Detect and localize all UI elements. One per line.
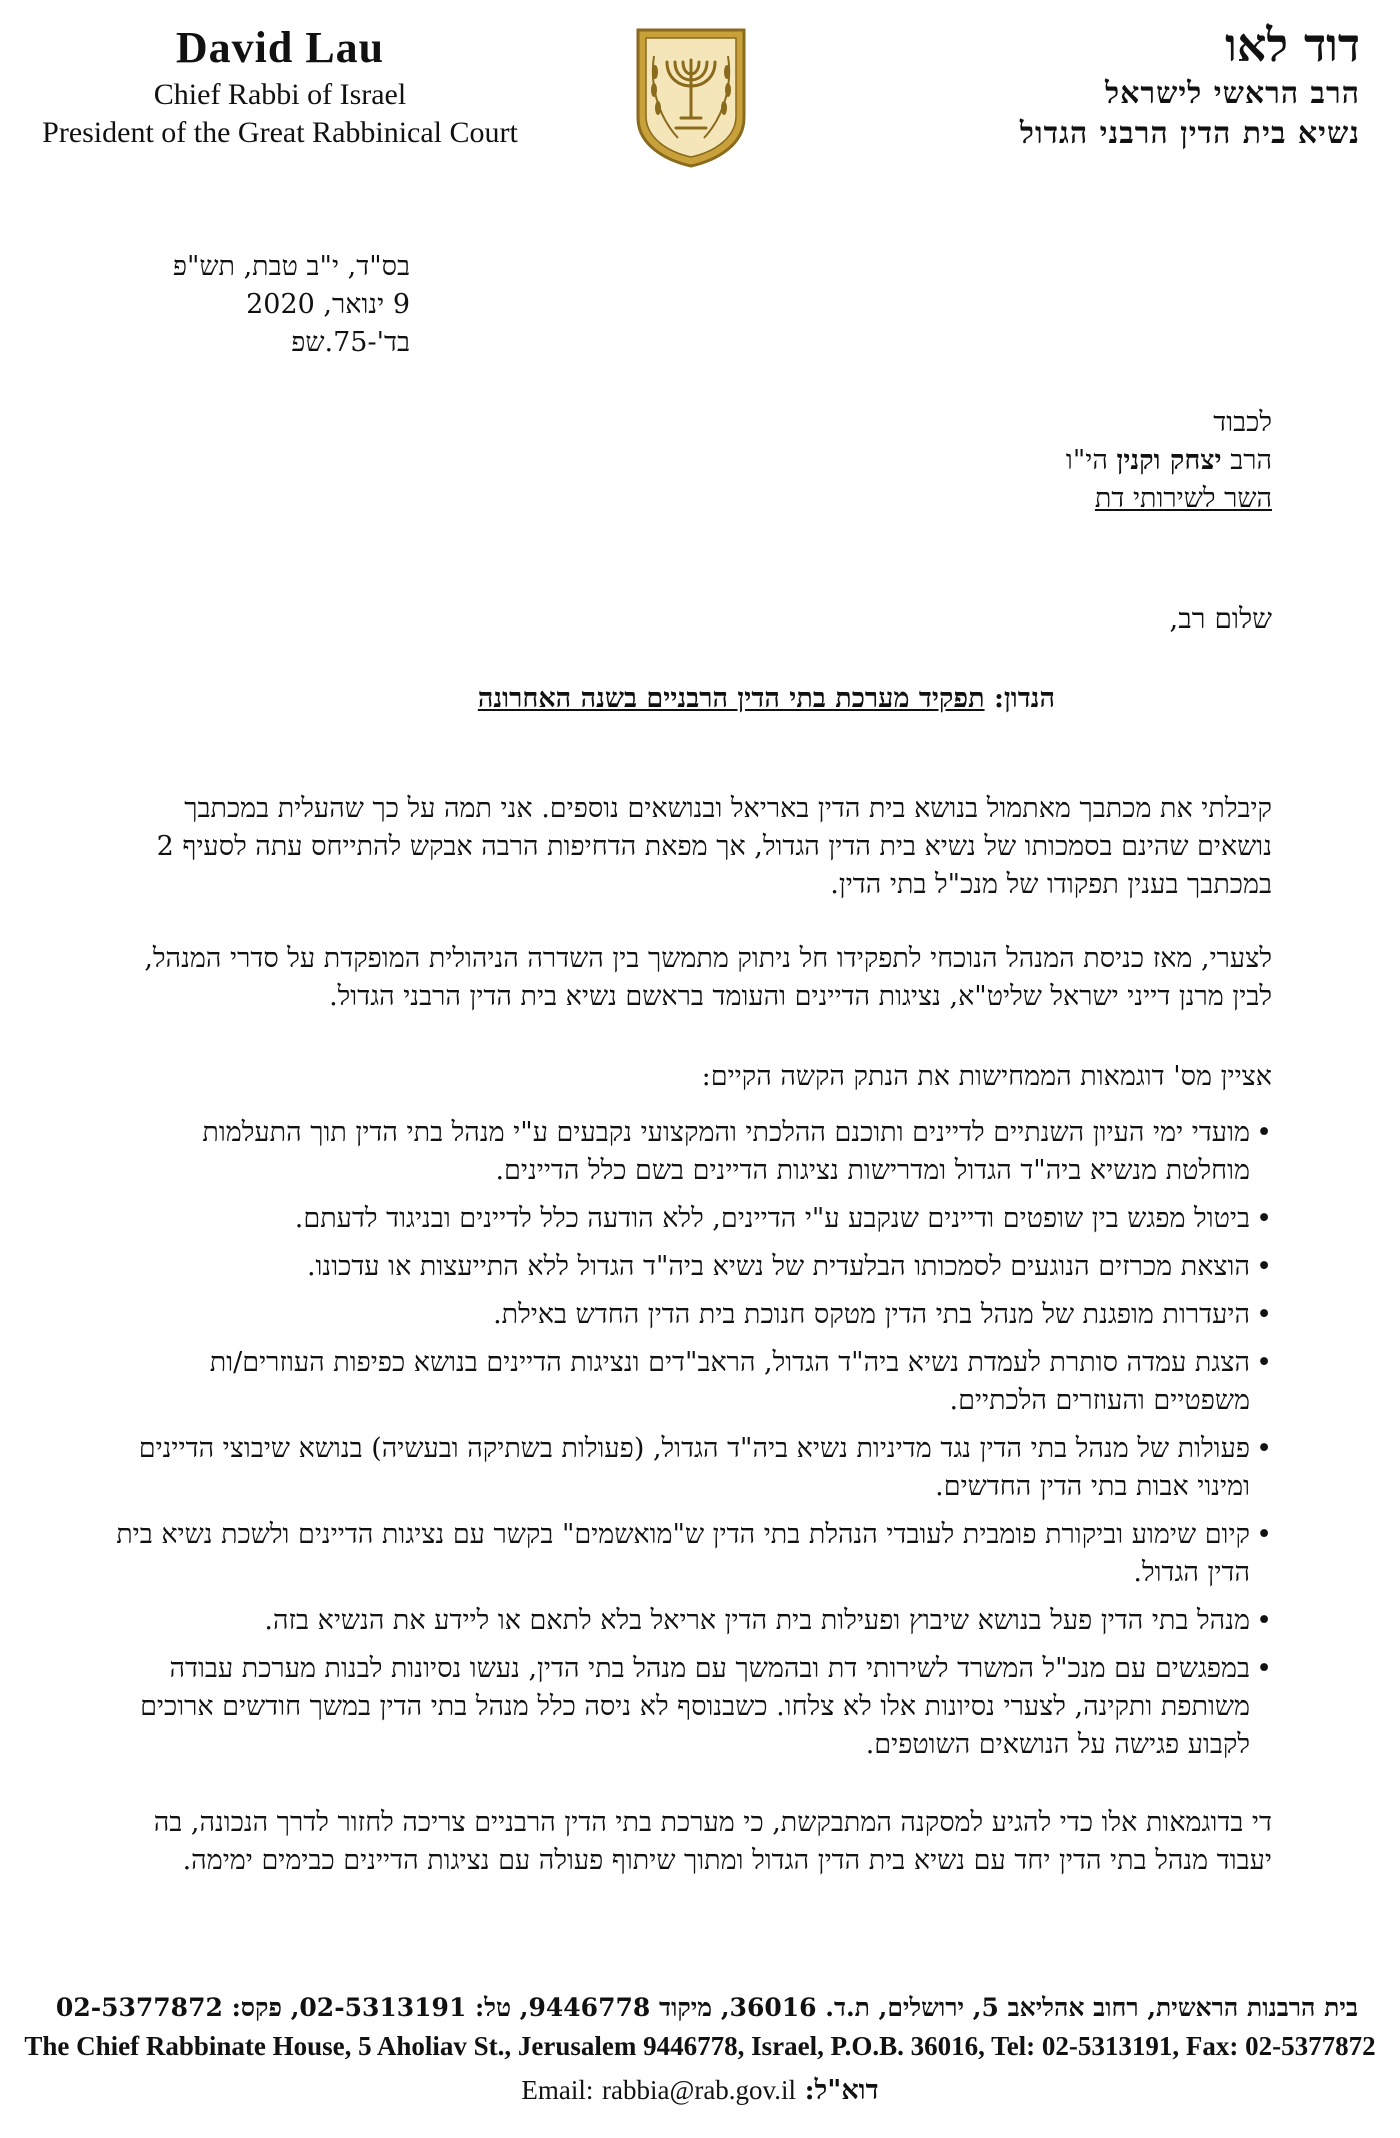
subject-line [155,680,1055,718]
body-paragraph-3: אציין מס' דוגמאות הממחישות את הנתק הקשה הקיים: [701,1061,1272,1092]
bullet-icon: • [1256,1347,1272,1378]
bullet-icon: • [1256,1605,1272,1636]
sender-name-he: דוד לאו [1225,18,1360,72]
state-emblem-icon [628,22,754,168]
list-item: • מנהל בתי הדין פעל בנושא שיבוץ ופעילות בית הדין אריאל בלא לתאם או ליידע את הנשיא בזה. [112,1602,1272,1640]
bullet-icon: • [1256,1251,1272,1282]
addressee-name: יצחק וקנין [1116,445,1222,476]
footer-address-en: The Chief Rabbinate House, 5 Aholiav St., Jerusalem 9446778, Israel, P.O.B. 36016, Tel: 02-5313191, Fax: 02-5377872 [24,2031,1376,2061]
bullet-icon: • [1256,1433,1272,1464]
bullet-icon: • [1256,1519,1272,1550]
greeting: שלום רב, [1169,602,1272,635]
date-block [90,248,410,362]
sender-court-he: נשיא בית הדין הרבני הגדול [1019,116,1360,151]
addressee-prefix: הרב [1230,445,1272,476]
footer-address-he: בית הרבנות הראשית, רחוב אהליאב 5, ירושלים, ת.ד. 36016, מיקוד 9446778, טל: 02-5313191, פקס: 02-5377872 [55,1993,1358,2022]
gregorian-date: 9 ינואר, 2020 [246,289,410,320]
email-label-en: Email: [521,2075,594,2105]
hebrew-date: בס"ד, י"ב טבת, תש"פ [172,251,410,282]
body-paragraph-1: קיבלתי את מכתבך מאתמול בנושא בית הדין באריאל ובנושאים נוספים. אני תמה על כך שהעלית במכתבך נושאים שהינם בסמכותו של נשיא בית הדין הגדול, אך מפאת הדחיפות הרבה אבקש להתייחס עתה לסעיף 2 במכתבך בענין תפקודו של מנכ"ל בתי הדין. [156,793,1272,900]
bullet-icon: • [1256,1299,1272,1330]
body-paragraph-2: לצערי, מאז כניסת המנהל הנוכחי לתפקידו חל ניתוק מתמשך בין השדרה הניהולית המופקדת על סדרי המנהל, לבין מרנן דייני ישראל שליט"א, נציגות הדיינים והעומד בראשם נשיא בית הדין הרבני הגדול. [144,943,1272,1012]
list-item: • קיום שימוע וביקורת פומבית לעובדי הנהלת בתי הדין ש"מואשמים" בקשר עם נציגות הדיינים ולשכת נשיא בית הדין הגדול. [112,1516,1272,1592]
letterhead-english [0,20,560,152]
list-item: • הצגת עמדה סותרת לעמדת נשיא ביה"ד הגדול, הראב"דים ונציגות הדיינים בנושא כפיפות העוזרים/ות משפטיים והעוזרים הלכתיים. [112,1344,1272,1420]
sender-name-en: David Lau [175,23,385,72]
addressee-salutation: לכבוד [1213,407,1272,438]
email-label-he: דוא"ל: [804,2075,879,2106]
bullet-icon: • [1256,1653,1272,1684]
addressee-block [672,404,1272,518]
examples-list [112,1114,1272,1774]
list-item: • היעדרות מופגנת של מנהל בתי הדין מטקס חנוכת בית הדין החדש באילת. [112,1296,1272,1334]
reference-number: בד'-75.שפ [291,327,410,358]
letterhead-hebrew [840,16,1360,154]
email-address[interactable]: rabbia@rab.gov.il [602,2075,797,2105]
addressee-role: השר לשירותי דת [1094,483,1272,514]
addressee-suffix: הי"ו [1065,445,1108,476]
addressee-line [672,442,1272,480]
subject-text: תפקיד מערכת בתי הדין הרבניים בשנה האחרונה [477,683,985,714]
list-item: • ביטול מפגש בין שופטים ודיינים שנקבע ע"י הדיינים, ללא הודעה כלל לדיינים ובניגוד לדעתם. [112,1200,1272,1238]
bullet-icon: • [1256,1117,1272,1148]
footer-email-line [0,2072,1400,2109]
list-item: • במפגשים עם מנכ"ל המשרד לשירותי דת ובהמשך עם מנהל בתי הדין, נעשו נסיונות לבנות מערכת עבודה משותפת ותקינה, לצערי נסיונות אלו לא צלחו. כשבנוסף לא ניסה כלל מנהל בתי הדין במשך חודשים ארוכים לקבוע פגישה על הנושאים השוטפים. [112,1650,1272,1764]
sender-title-en: Chief Rabbi of Israel [153,78,407,111]
list-item: • מועדי ימי העיון השנתיים לדיינים ותוכנם ההלכתי והמקצועי נקבעים ע"י מנהל בתי הדין תוך התעלמות מוחלטת מנשיא ביה"ד הגדול ומדרישות נציגות הדיינים בשם כלל הדיינים. [112,1114,1272,1190]
sender-title-he: הרב הראשי לישראל [1105,76,1360,111]
sender-court-en: President of the Great Rabbinical Court [42,116,518,149]
list-item: • פעולות של מנהל בתי הדין נגד מדיניות נשיא ביה"ד הגדול, (פעולות בשתיקה ובעשיה) בנושא שיבוצי הדיינים ומינוי אבות בתי הדין החדשים. [112,1430,1272,1506]
bullet-icon: • [1256,1203,1272,1234]
subject-label: הנדון: [993,683,1055,714]
list-item: • הוצאת מכרזים הנוגעים לסמכותו הבלעדית של נשיא ביה"ד הגדול ללא התייעצות או עדכונו. [112,1248,1272,1286]
body-paragraph-4: די בדוגמאות אלו כדי להגיע למסקנה המתבקשת, כי מערכת בתי הדין הרבניים צריכה לחזור לדרך הנכונה, בה יעבוד מנהל בתי הדין יחד עם נשיא בית הדין הגדול ומתוך שיתוף פעולה עם נציגות הדיינים כבימים ימימה. [153,1807,1272,1876]
